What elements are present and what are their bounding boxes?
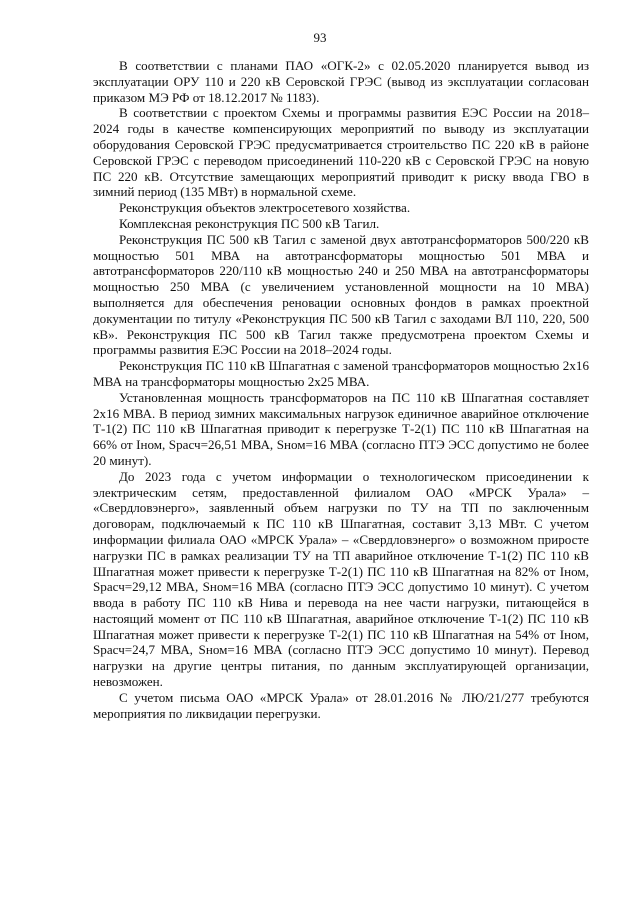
paragraph-shpagatnaya-capacity: Установленная мощность трансформаторов на ПС 110 кВ Шпагатная составляет 2х16 МВА. В период зимних максимальных нагрузок единичное аварийное отключение Т-1(2) ПС 110 кВ Шпагатная приводит к перегрузке Т-2(1) ПС 110 кВ Шпагатная на 66% от Iном, Sрасч=26,51 МВА, Sном=16 МВА (согласно ПТЭ ЭСС допустимо не более 20 минут).	[93, 389, 589, 468]
paragraph-compensating-measures: В соответствии с проектом Схемы и программы развития ЕЭС России на 2018–2024 годы в качестве компенсирующих мероприятий по выводу из эксплуатации оборудования Серовской ГРЭС предусматривается строительство ПС 220 кВ в районе Серовской ГРЭС с переводом присоединений 110-220 кВ с Серовской ГРЭС на новую ПС 220 кВ. Отсутствие замещающих мероприятий приводит к риску ввода ГВО в зимний период (135 МВт) в нормальной схеме.	[93, 105, 589, 200]
paragraph-tagil-heading: Комплексная реконструкция ПС 500 кВ Тагил.	[119, 215, 380, 231]
paragraph-shpagatnaya-heading: Реконструкция ПС 110 кВ Шпагатная с заменой трансформаторов мощностью 2х16 МВА на трансформаторы мощностью 2х25 МВА.	[93, 358, 589, 389]
body-text	[93, 58, 589, 721]
page-number: 93	[313, 30, 327, 45]
paragraph-mrsk-letter: С учетом письма ОАО «МРСК Урала» от 28.01.2016 № ЛЮ/21/277 требуются мероприятия по ликвидации перегрузки.	[93, 689, 589, 721]
paragraph-tagil-details: Реконструкция ПС 500 кВ Тагил с заменой двух автотрансформаторов 500/220 кВ мощностью 501 МВА на автотрансформаторы мощностью 501 МВА и автотрансформаторов 220/110 кВ мощностью 240 и 250 МВА на автотрансформаторы мощностью 250 МВА (с увеличением установленной мощности на 10 МВА) выполняется для обеспечения реновации основных фондов в рамках проектной документации по титулу «Реконструкция ПС 500 кВ Тагил с заходами ВЛ 110, 220, 500 кВ». Реконструкция ПС 500 кВ Тагил также предусмотрена проектом Схемы и программы развития ЕЭС России на 2018–2024 годы.	[93, 231, 589, 358]
paragraph-grid-reconstruction-heading: Реконструкция объектов электросетевого хозяйства.	[119, 200, 411, 216]
paragraph-ogk2-decommission: В соответствии с планами ПАО «ОГК-2» с 02.05.2020 планируется вывод из эксплуатации ОРУ 110 и 220 кВ Серовской ГРЭС (вывод из эксплуатации согласован приказом МЭ РФ от 18.12.2017 № 1183).	[93, 58, 589, 105]
paragraph-load-forecast: До 2023 года с учетом информации о технологическом присоединении к электрическим сетям, предоставленной филиалом ОАО «МРСК Урала» – «Свердловэнерго», заявленный объем нагрузки по ТУ на ТП по заключенным договорам, подключаемый к ПС 110 кВ Шпагатная, составит 3,13 МВт. С учетом информации филиала ОАО «МРСК Урала» – «Свердловэнерго» о возможном приросте нагрузки ПС в рамках реализации ТУ на ТП аварийное отключение Т-1(2) ПС 110 кВ Шпагатная может привести к перегрузке Т-2(1) ПС 110 кВ Шпагатная на 82% от Iном, Sрасч=29,12 МВА, Sном=16 МВА (согласно ПТЭ ЭСС допустимо 10 минут). С учетом ввода в работу ПС 110 кВ Нива и перевода на нее части нагрузки, питающейся в настоящий момент от ПС 110 кВ Шпагатная, аварийное отключение Т-1(2) ПС 110 кВ Шпагатная может привести к перегрузке Т-2(1) ПС 110 кВ Шпагатная на 54% от Iном, Sрасч=24,7 МВА, Sном=16 МВА (согласно ПТЭ ЭСС допустимо 10 минут). Перевод нагрузки на другие центры питания, по данным эксплуатирующей организации, невозможен.	[93, 468, 589, 690]
